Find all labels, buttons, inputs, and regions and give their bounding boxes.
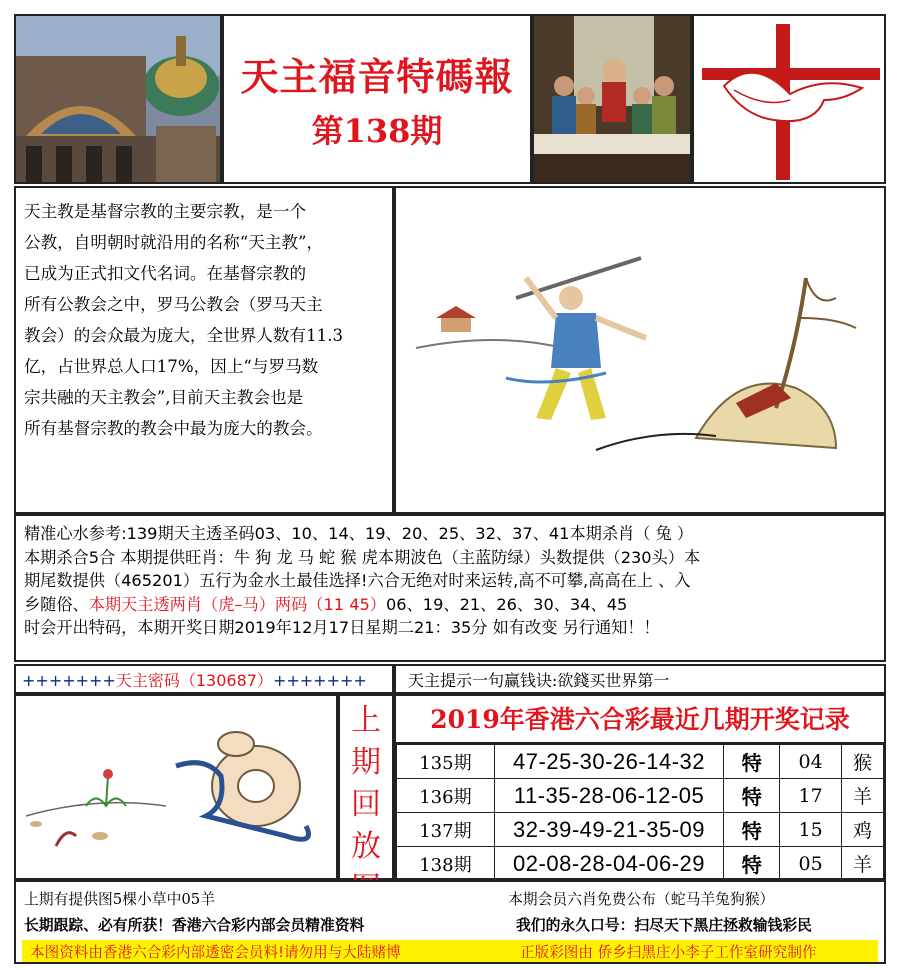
special-number-cell: 15 bbox=[780, 813, 842, 847]
numbers-cell: 11-35-28-06-12-05 bbox=[494, 779, 723, 813]
period-cell: 136期 bbox=[397, 779, 495, 813]
recap-char: 上 bbox=[351, 703, 381, 738]
footer-credit: 正版彩图由 侨乡扫黑庄小李子工作室研究制作 bbox=[520, 944, 817, 961]
footer-slogan: 长期跟踪、必有所获！香港六合彩内部会员精准资料 bbox=[24, 917, 365, 934]
zodiac-cell: 猴 bbox=[842, 745, 884, 779]
footer-highlight-bar bbox=[22, 940, 878, 962]
table-row bbox=[397, 745, 884, 779]
recap-char: 放 bbox=[351, 829, 381, 864]
recap-char: 回 bbox=[351, 787, 381, 822]
last-issue-recap-label bbox=[338, 694, 394, 880]
intro-line: 已成为正式扣文代名词。在基督宗教的 bbox=[24, 264, 307, 283]
table-row bbox=[397, 779, 884, 813]
newspaper-title: 天主福音特碼報 bbox=[240, 54, 514, 99]
intro-line: 教会）的会众最为庞大，全世界人数有11.3 bbox=[24, 326, 344, 345]
cross-dove-emblem bbox=[692, 14, 886, 184]
reference-text: 06、19、21、26、30、34、45 bbox=[386, 594, 628, 614]
highlighted-picks: 本期天主透两肖（虎–马）两码（11 45） bbox=[88, 594, 386, 614]
table-row bbox=[397, 847, 884, 881]
reference-line: 精准心水参考:139期天主透圣码03、10、14、19、20、25、32、37、41本期杀肖（ 兔 ） bbox=[24, 524, 694, 543]
intro-line: 所有基督宗教的教会中最为庞大的教会。 bbox=[24, 419, 323, 438]
secret-code-bar bbox=[14, 664, 394, 694]
reference-text: 乡随俗、 bbox=[24, 594, 89, 614]
special-label-cell: 特 bbox=[724, 745, 780, 779]
zodiac-cell: 羊 bbox=[842, 779, 884, 813]
special-label-cell: 特 bbox=[724, 847, 780, 881]
zodiac-cell: 羊 bbox=[842, 847, 884, 881]
special-label-cell: 特 bbox=[724, 813, 780, 847]
intro-line: 宗共融的天主教会”,目前天主教会也是 bbox=[24, 388, 304, 407]
winning-tip: 天主提示一句赢钱诀:欲錢买世界第一 bbox=[394, 664, 886, 694]
intro-line: 天主教是基督宗教的主要宗教，是一个 bbox=[24, 202, 307, 221]
numbers-cell: 47-25-30-26-14-32 bbox=[494, 745, 723, 779]
period-cell: 137期 bbox=[397, 813, 495, 847]
numbers-cell: 32-39-49-21-35-09 bbox=[494, 813, 723, 847]
reference-line: 时会开出特码，本期开奖日期2019年12月17日星期二21：35分 如有改变 另行通知！！ bbox=[24, 618, 660, 637]
last-supper-painting bbox=[532, 14, 692, 184]
special-number-cell: 05 bbox=[780, 847, 842, 881]
recap-char: 期 bbox=[351, 745, 381, 780]
records-title: 2019年香港六合彩最近几期开奖记录 bbox=[396, 696, 884, 744]
table-row bbox=[397, 813, 884, 847]
secret-code: 天主密码（130687） bbox=[115, 671, 273, 690]
newspaper-page bbox=[10, 10, 890, 965]
reference-line: 本期杀合5合 本期提供旺肖：牛 狗 龙 马 蛇 猴 虎本期波色（主蓝防绿）头数提供（230头）本 bbox=[24, 547, 701, 567]
zodiac-cell: 鸡 bbox=[842, 813, 884, 847]
special-number-cell: 17 bbox=[780, 779, 842, 813]
reference-section bbox=[14, 514, 886, 662]
period-cell: 135期 bbox=[397, 745, 495, 779]
intro-line: 所有公教会之中，罗马公教会（罗马天主 bbox=[24, 295, 323, 314]
numbers-cell: 02-08-28-04-06-29 bbox=[494, 847, 723, 881]
footer bbox=[14, 880, 886, 964]
catholic-intro-text bbox=[14, 186, 394, 514]
issue-number: 第138期 bbox=[311, 112, 443, 150]
swordsman-illustration bbox=[394, 186, 886, 514]
intro-line: 亿，占世界总人口17%，因上“与罗马数 bbox=[24, 357, 319, 376]
footer-slogan: 我们的永久口号：扫尽天下黑庄拯救输钱彩民 bbox=[516, 917, 812, 934]
period-cell: 138期 bbox=[397, 847, 495, 881]
secret-suffix: +++++++ bbox=[272, 671, 367, 690]
snake-grass-illustration bbox=[14, 694, 338, 880]
intro-line: 公教，自明朝时就沿用的名称“天主教”， bbox=[24, 233, 324, 252]
footer-text: 本期会员六肖免费公布（蛇马羊兔狗猴） bbox=[508, 891, 775, 908]
special-label-cell: 特 bbox=[724, 779, 780, 813]
reference-line bbox=[24, 593, 876, 617]
footer-text: 上期有提供图5棵小草中05羊 bbox=[24, 891, 216, 908]
cathedral-photo bbox=[14, 14, 222, 184]
footer-notice: 本图资料由香港六合彩内部透密会员料!请勿用与大陆赌博 bbox=[30, 944, 401, 961]
records-table bbox=[396, 744, 884, 881]
draw-records bbox=[394, 694, 886, 880]
title-block bbox=[222, 14, 532, 184]
reference-line: 期尾数提供（465201）五行为金水土最佳选择!六合无绝对时来运转,高不可攀,高高在上 、入 bbox=[24, 571, 691, 590]
secret-prefix: +++++++ bbox=[22, 671, 116, 690]
special-number-cell: 04 bbox=[780, 745, 842, 779]
